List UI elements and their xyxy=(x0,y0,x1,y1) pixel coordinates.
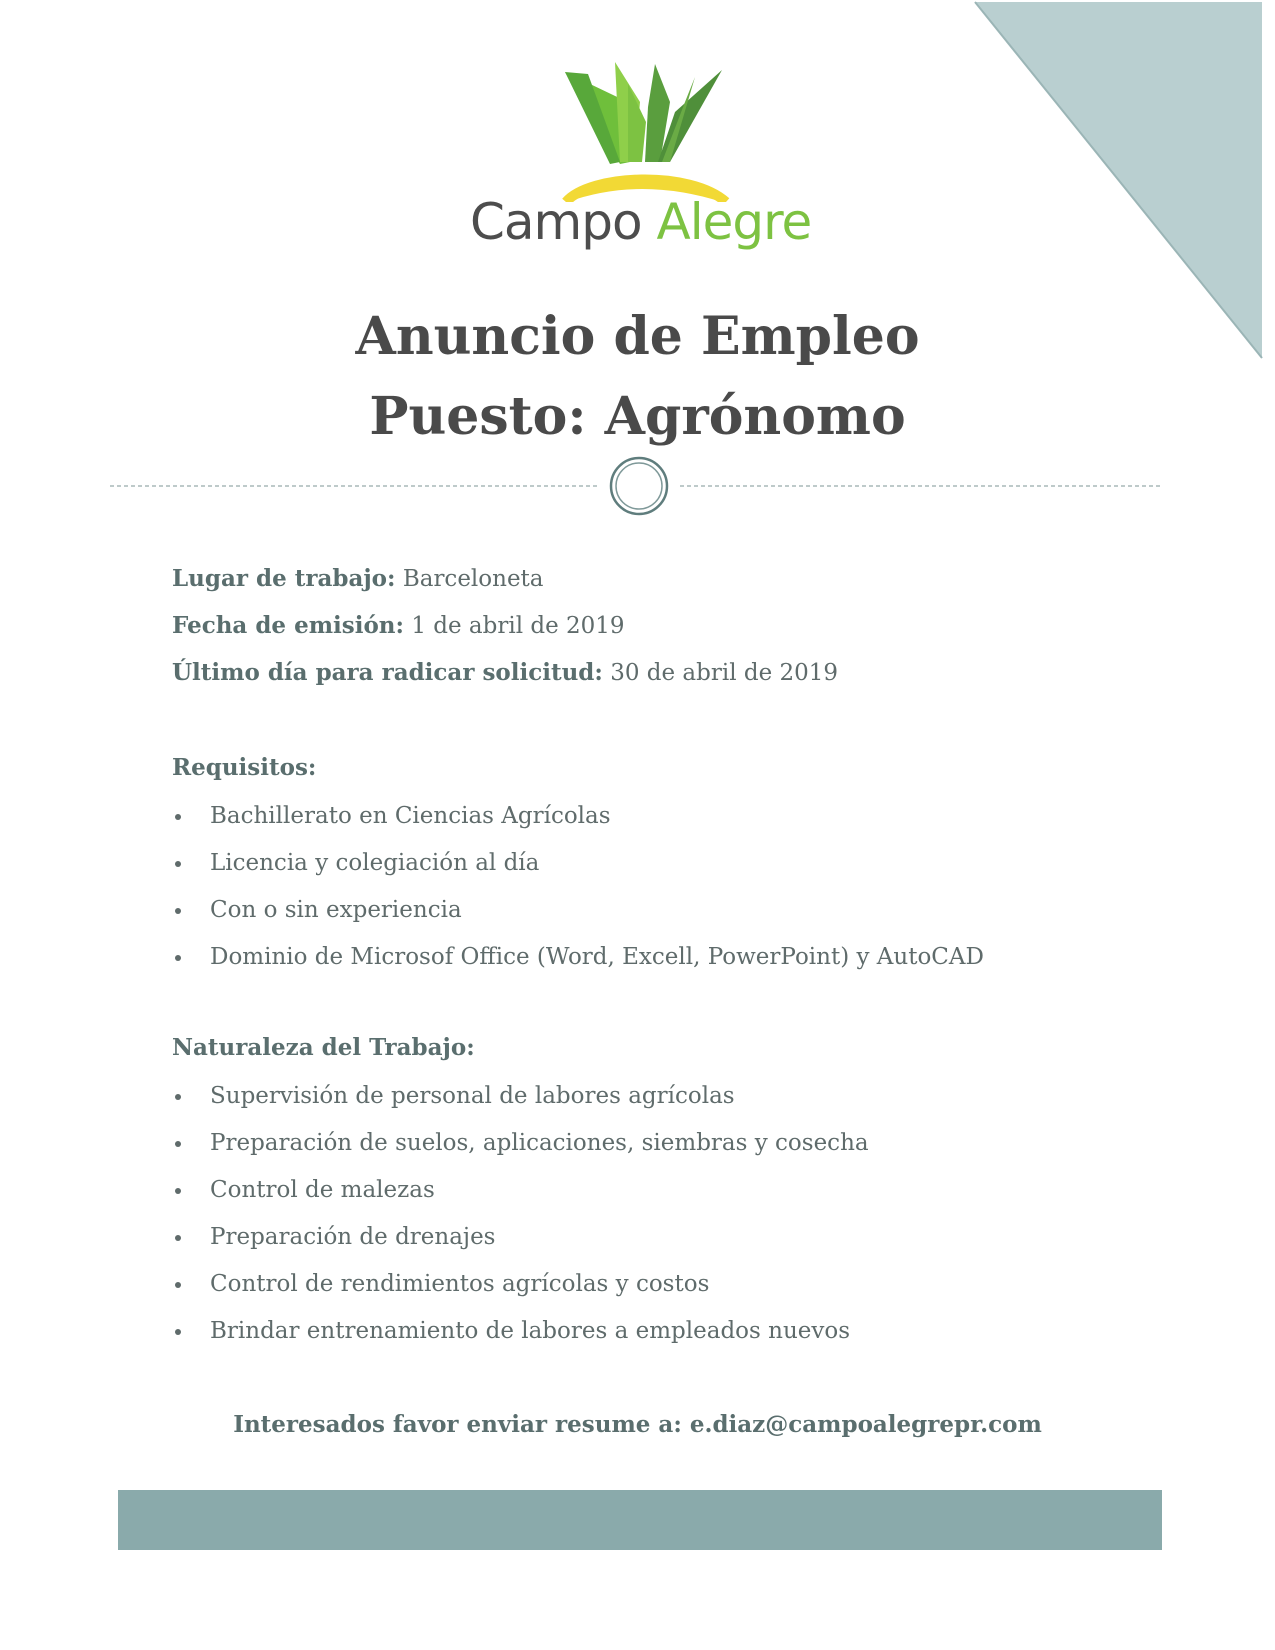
contact-line: Interesados favor enviar resume a: e.diaz@campoalegrepr.com xyxy=(233,1411,1042,1438)
detail-location xyxy=(172,564,544,594)
detail-value: Barceloneta xyxy=(402,566,544,592)
company-logo xyxy=(470,62,810,262)
logo-word-alegre: Alegre xyxy=(656,193,812,251)
footer-bar xyxy=(118,1490,1162,1550)
detail-issue-date xyxy=(172,611,625,641)
logo-wordmark xyxy=(470,192,810,252)
list-item: Licencia y colegiación al día xyxy=(172,848,984,895)
list-item: Supervisión de personal de labores agrícolas xyxy=(172,1081,869,1128)
list-item: Preparación de drenajes xyxy=(172,1222,869,1269)
page-title: Anuncio de Empleo xyxy=(355,306,920,367)
sprout-icon xyxy=(470,62,810,202)
list-item: Bachillerato en Ciencias Agrícolas xyxy=(172,801,984,848)
detail-label: Lugar de trabajo: xyxy=(172,565,396,592)
requirements-list xyxy=(172,801,984,989)
list-item: Control de rendimientos agrícolas y costos xyxy=(172,1269,869,1316)
detail-deadline xyxy=(172,658,838,688)
requirements-heading: Requisitos: xyxy=(172,754,317,781)
duties-list xyxy=(172,1081,869,1363)
list-item: Preparación de suelos, aplicaciones, siembras y cosecha xyxy=(172,1128,869,1175)
detail-label: Fecha de emisión: xyxy=(172,612,405,639)
page-subtitle: Puesto: Agrónomo xyxy=(369,386,906,447)
list-item: Brindar entrenamiento de labores a empleados nuevos xyxy=(172,1316,869,1363)
detail-label: Último día para radicar solicitud: xyxy=(172,659,603,686)
detail-value: 1 de abril de 2019 xyxy=(411,613,625,639)
logo-word-campo: Campo xyxy=(470,193,642,251)
list-item: Dominio de Microsof Office (Word, Excell, PowerPoint) y AutoCAD xyxy=(172,942,984,989)
list-item: Con o sin experiencia xyxy=(172,895,984,942)
duties-heading: Naturaleza del Trabajo: xyxy=(172,1034,475,1061)
detail-value: 30 de abril de 2019 xyxy=(610,660,839,686)
divider-ornament xyxy=(110,456,1160,516)
list-item: Control de malezas xyxy=(172,1175,869,1222)
